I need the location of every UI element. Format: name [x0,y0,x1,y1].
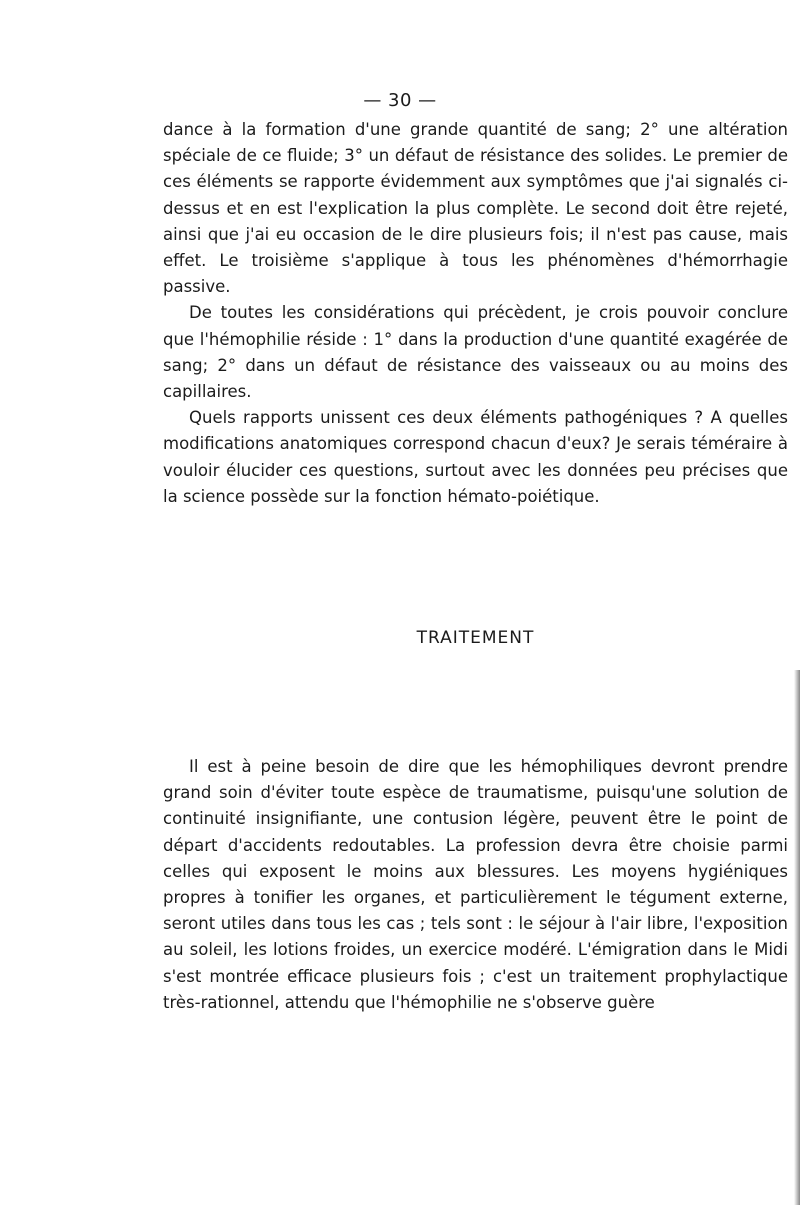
paragraph-causes: dance à la formation d'une grande quantité de sang; 2° une altération spéciale de ce fluide; 3° un défaut de résistance des solides. Le premier de ces éléments se rapporte évidemment aux symptômes que j'ai signalés ci-dessus et en est l'explication la plus complète. Le second doit être rejeté, ainsi que j'ai eu occasion de le dire plusieurs fois; il n'est pas cause, mais effet. Le troisième s'applique à tous les phénomènes d'hémorrhagie passive. [163,120,788,297]
paragraph-traitement: Il est à peine besoin de dire que les hémophiliques devront prendre grand soin d'éviter toute espèce de traumatisme, puisqu'une solution de continuité insignifiante, une contusion légère, peuvent être le point de départ d'accidents redoutables. La profession devra être choisie parmi celles qui exposent le moins aux blessures. Les moyens hygiéniques propres à tonifier les organes, et particulièrement le tégument externe, seront utiles dans tous les cas ; tels sont : le séjour à l'air libre, l'exposition au soleil, les lotions froides, un exercice modéré. L'émigration dans le Midi s'est montrée efficace plusieurs fois ; c'est un traitement prophylactique très-rationnel, attendu que l'hémophilie ne s'observe guère [163,757,788,1012]
paragraph-conclusion: De toutes les considérations qui précèdent, je crois pouvoir conclure que l'hémophilie réside : 1° dans la production d'une quantité exagérée de sang; 2° dans un défaut de résistance des vaisseaux ou au moins des capillaires. [163,303,788,402]
page-edge-shadow [794,670,800,1205]
text-block-bottom [163,754,788,1016]
paragraph-questions: Quels rapports unissent ces deux éléments pathogéniques ? A quelles modifications anatomiques correspond chacun d'eux? Je serais téméraire à vouloir élucider ces questions, surtout avec les données peu précises que la science possède sur la fonction hémato-poiétique. [163,408,788,506]
page-number: — 30 — [363,90,437,111]
section-heading-traitement: TRAITEMENT [416,628,535,648]
text-block-top [163,117,788,510]
